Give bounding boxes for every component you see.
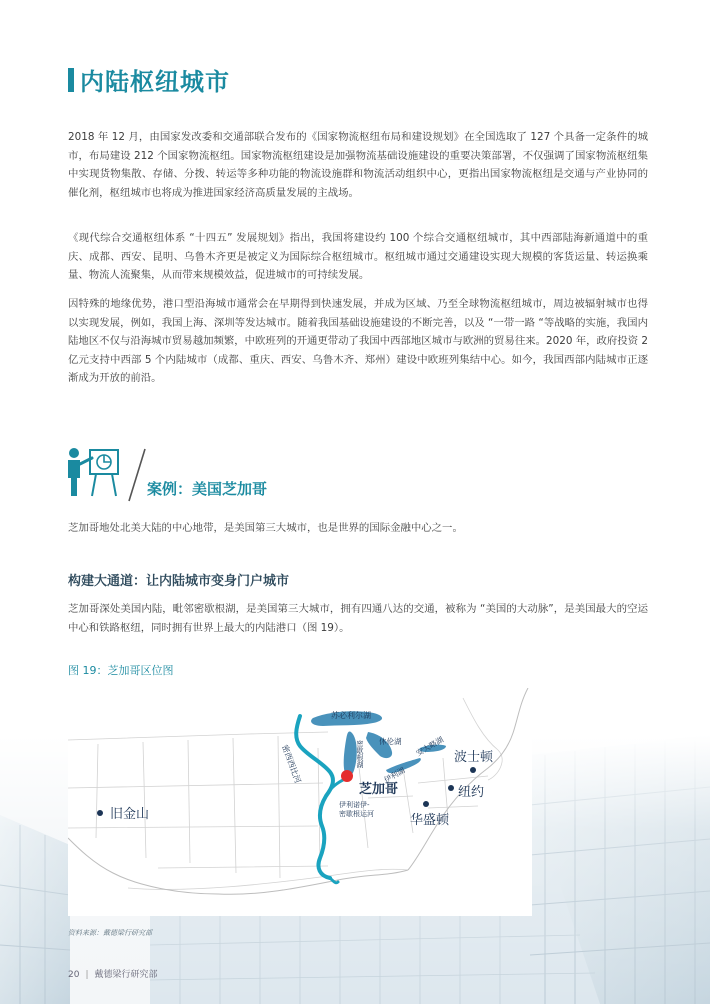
chicago-marker [341, 770, 353, 782]
chicago-location-map [68, 688, 532, 916]
presenter-icon [64, 446, 122, 498]
lake-erie-label: 伊利湖 [382, 765, 407, 785]
chicago-label: 芝加哥 [359, 782, 399, 797]
case-subheading: 构建大通道：让内陆城市变身门户城市 [68, 574, 290, 589]
canal-label-line1: 伊利诺伊- [339, 801, 370, 809]
page-title: 内陆枢纽城市 [80, 68, 230, 96]
san-francisco-dot [97, 810, 103, 816]
lake-superior-label: 苏必利尔湖 [331, 711, 371, 720]
case-title: 案例：美国芝加哥 [147, 480, 268, 498]
paragraph-inland-cities: 因特殊的地缘优势，港口型沿海城市通常会在早期得到快速发展，并成为区域、乃至全球物流枢纽城市，周边被辐射城市也得以实现发展，例如，我国上海、深圳等发达城市。随着我国基础设施建设的不断完善，以及 “一带一路 “等战略的实施，我国内陆地区不仅与沿海城市贸易越加频繁，中欧班列的开通更带动了我国中西部地区城市与欧洲的贸易往来。2020 年，政府投资 2 亿元支持中西部 5 个内陆城市（成都、重庆、西安、乌鲁木齐、郑州）建设中欧班列集结中心。如今，我国西部内陆城市正逐渐成为开放的前沿。 [68, 298, 648, 385]
title-accent-bar [68, 68, 74, 92]
paragraph-national-hubs: 2018 年 12 月，由国家发改委和交通部联合发布的《国家物流枢纽布局和建设规划》在全国选取了 127 个具备一定条件的城市，布局建设 212 个国家物流枢纽。国家物流枢纽建设是加强物流基础设施建设的重要决策部署，不仅强调了国家物流枢纽集中实现货物集散、存储、分拨、转运等多种功能的物流设施群和物流活动组织中心，更指出国家物流枢纽是交通与产业协同的催化剂，枢纽城市也将成为推进国家经济高质量发展的主战场。 [68, 131, 648, 199]
lake-michigan-label: 密歇根湖 [356, 740, 364, 768]
boston-dot [470, 767, 476, 773]
paragraph-14th-five-year-plan: 《现代综合交通枢纽体系 “十四五” 发展规划》指出，我国将建设约 100 个综合交通枢纽城市，其中西部陆海新通道中的重庆、成都、西安、昆明、乌鲁木齐更是被定义为国际综合枢纽城市。枢纽城市通过交通建设实现大规模的客货运量、转运换乘量、物流人流聚集，从而带来规模效益，促进城市的可持续发展。 [68, 232, 648, 282]
case-intro: 芝加哥地处北美大陆的中心地带，是美国第三大城市，也是世界的国际金融中心之一。 [68, 522, 463, 534]
washington-dot [423, 801, 429, 807]
page-footer [68, 967, 158, 980]
footer-separator: | [85, 970, 89, 980]
canal-label-line2: 密歇根运河 [339, 810, 374, 818]
page-number: 20 [68, 970, 80, 980]
figure-source: 资料来源：戴德梁行研究部 [68, 929, 152, 937]
boston-label: 波士顿 [454, 750, 494, 765]
new-york-label: 纽约 [458, 785, 485, 800]
washington-label: 华盛顿 [410, 813, 450, 828]
san-francisco-label: 旧金山 [110, 807, 150, 822]
case-body: 芝加哥深处美国内陆，毗邻密歇根湖，是美国第三大城市，拥有四通八达的交通，被称为 “美国的大动脉”，是美国最大的空运中心和铁路枢纽，同时拥有世界上最大的内陆港口（图 19）。 [68, 603, 648, 634]
figure-caption: 图 19：芝加哥区位图 [68, 664, 174, 677]
footer-publisher: 戴德梁行研究部 [94, 970, 158, 980]
case-divider-slash [127, 447, 147, 503]
new-york-dot [448, 785, 454, 791]
lake-huron-label: 休伦湖 [379, 737, 402, 746]
mississippi-river-label: 密西西比河 [280, 743, 303, 785]
lake-ontario-label: 安大略湖 [414, 734, 445, 758]
